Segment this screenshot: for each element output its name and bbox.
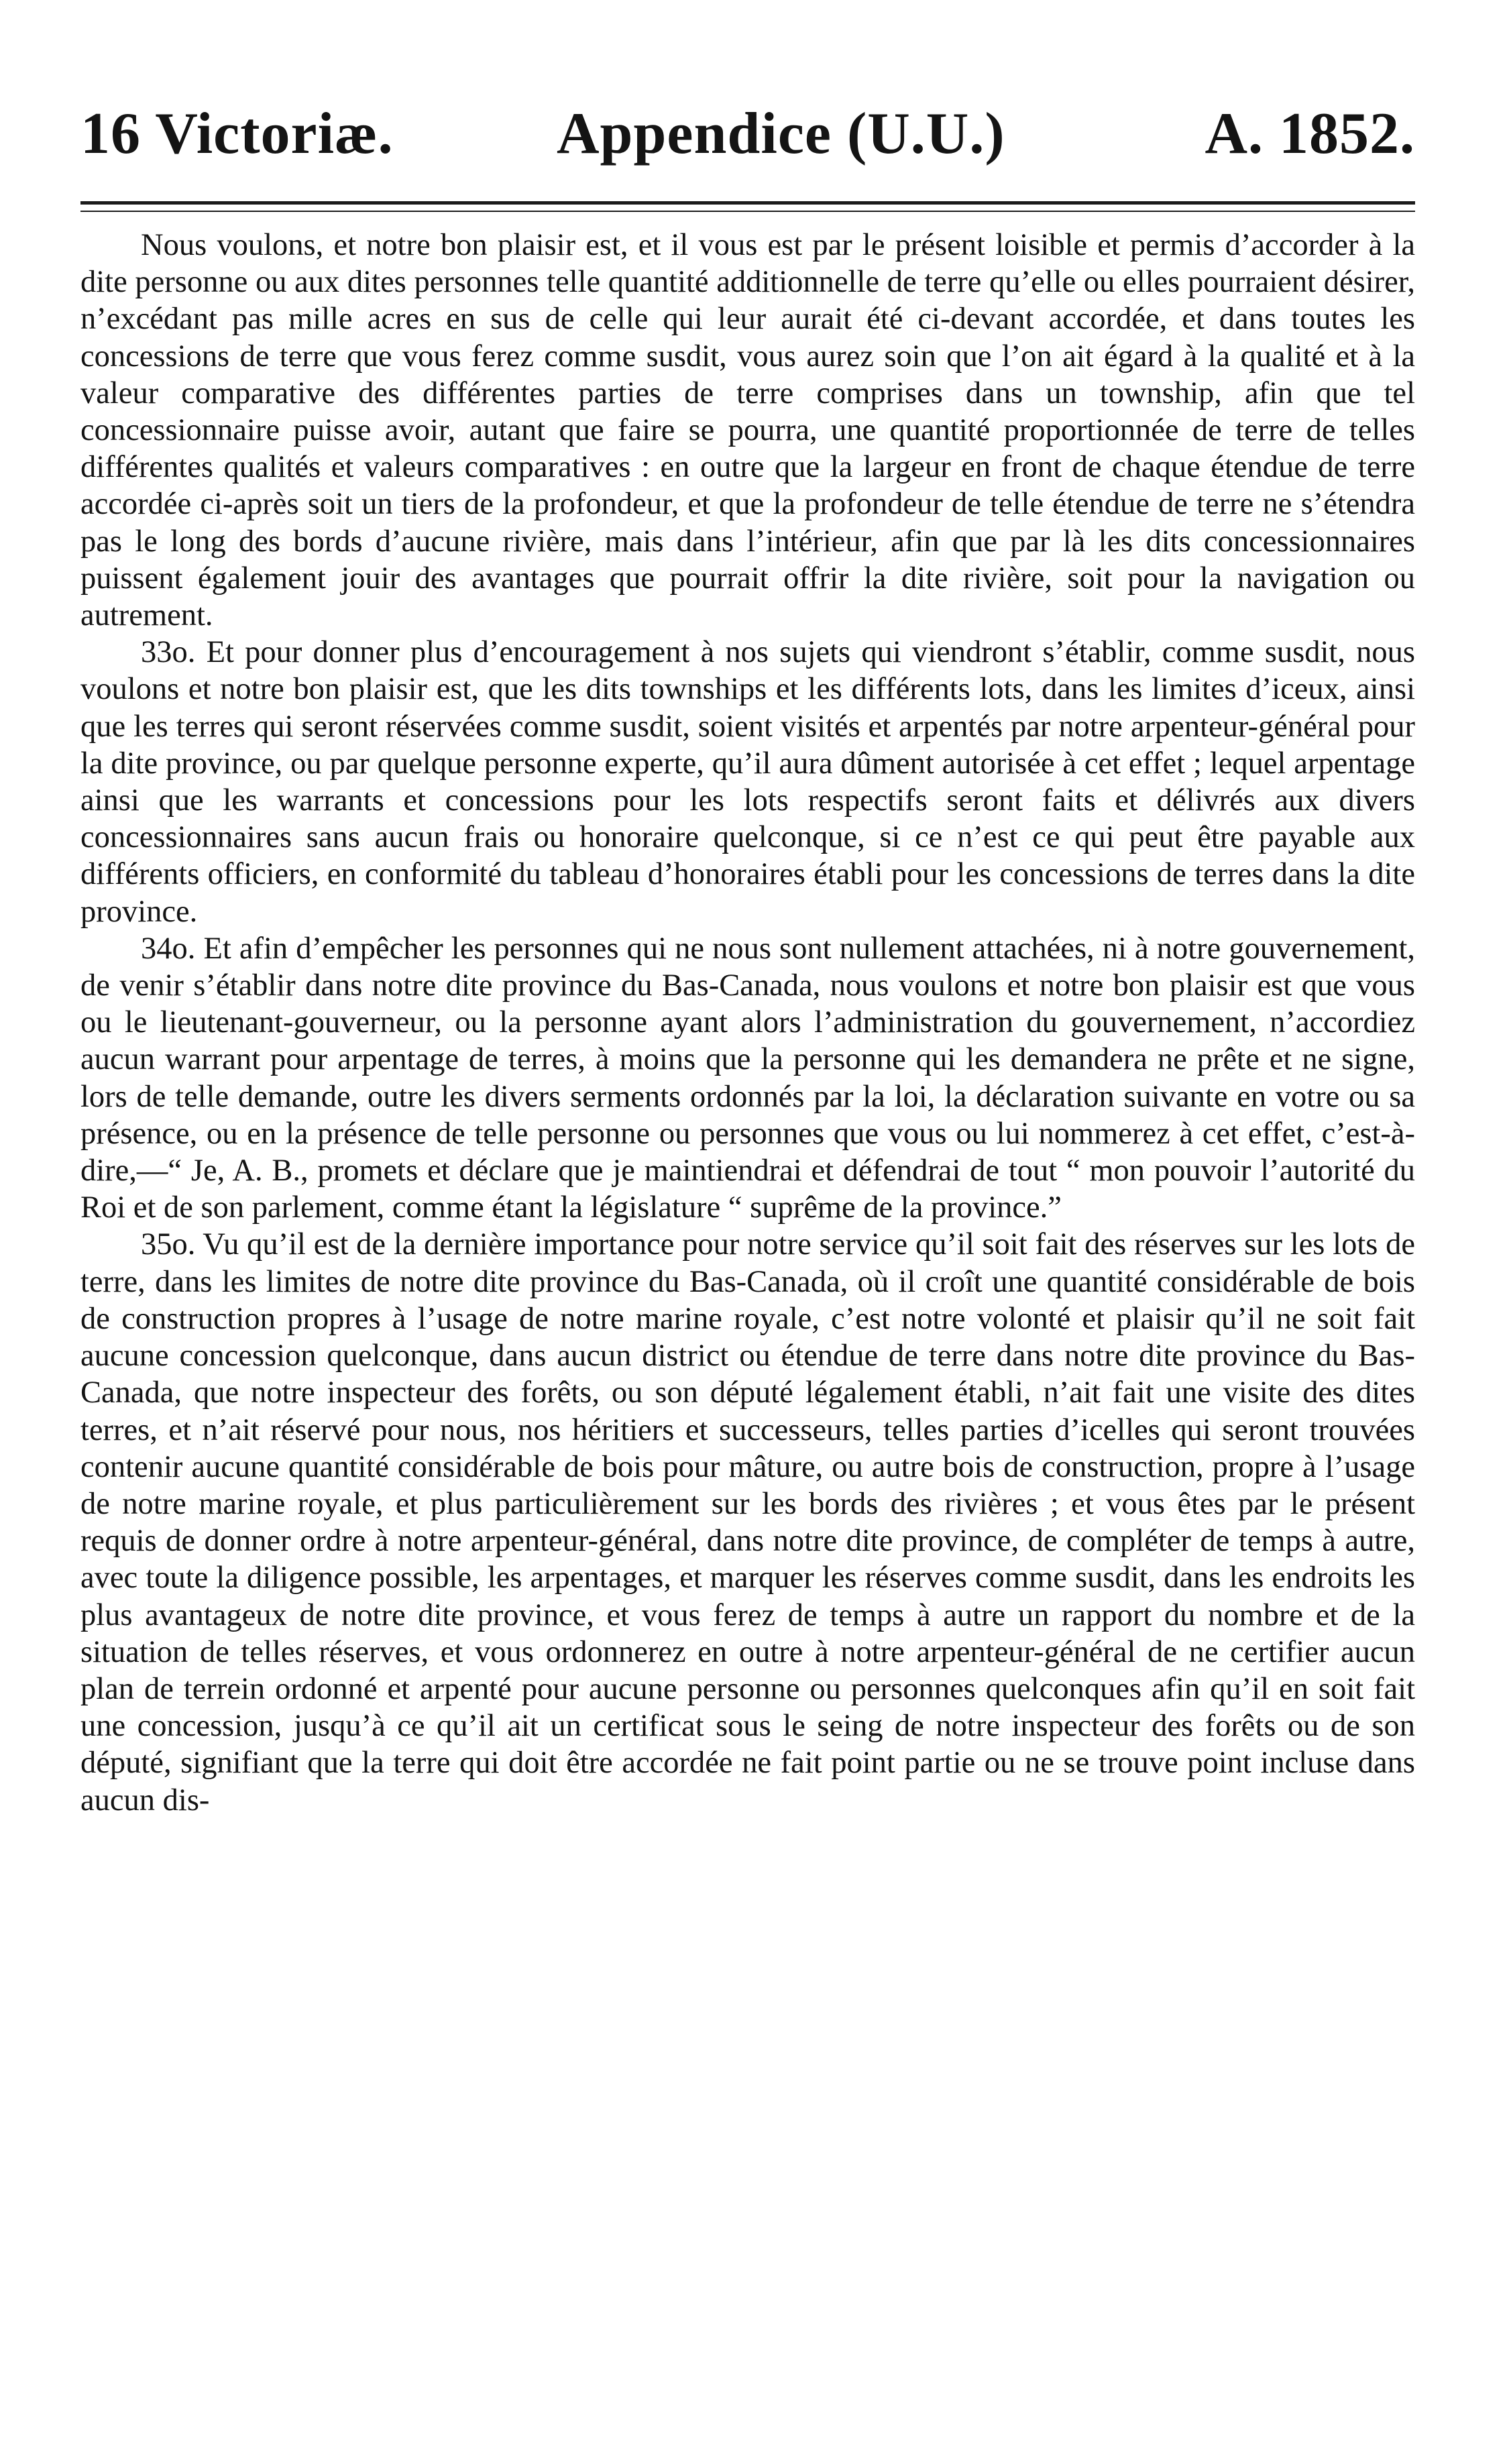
header-session: 16 Victoriæ.: [80, 101, 394, 166]
paragraph-article-34: 34o. Et afin d’empêcher les personnes qui ne nous sont nullement attachées, ni à notre gouvernement, de venir s’établir dans notre dite province du Bas-Canada, nous voulons et notre bon plaisir est que vous ou le lieutenant-gouverneur, ou la personne ayant alors l’administration du gouvernement, n’accordiez aucun warrant pour arpentage de terres, à moins que la personne qui les demandera ne prête et ne signe, lors de telle demande, outre les divers serments ordonnés par la loi, la déclaration suivante en votre ou sa présence, ou en la présence de telle personne ou personnes que vous ou lui nommerez à cet effet, c’est-à-dire,—“ Je, A. B., promets et déclare que je maintiendrai et défendrai de tout “ mon pouvoir l’autorité du Roi et de son parlement, comme étant la législature “ suprême de la province.”: [80, 931, 1415, 1225]
header-rule-thick: [80, 201, 1415, 205]
header-year: A. 1852.: [1205, 101, 1415, 166]
paragraph-article-35: 35o. Vu qu’il est de la dernière importance pour notre service qu’il soit fait des réserves sur les lots de terre, dans les limites de notre dite province du Bas-Canada, où il croît une quantité considérable de bois de construction propres à l’usage de notre marine royale, c’est notre volonté et plaisir qu’il ne soit fait aucune concession quelconque, dans aucun district ou étendue de terre dans notre dite province du Bas-Canada, que notre inspecteur des forêts, ou son député légalement établi, n’ait fait une visite des dites terres, et n’ait réservé pour nous, nos héritiers et successeurs, telles parties d’icelles qui seront trouvées contenir aucune quantité considérable de bois pour mâture, ou autre bois de construction, propre à l’usage de notre marine royale, et plus particulièrement sur les bords des rivières ; et vous êtes par le présent requis de donner ordre à notre arpenteur-général, dans notre dite province, de compléter de temps à autre, avec toute la diligence possible, les arpentages, et marquer les réserves comme susdit, dans les endroits les plus avantageux de notre dite province, et vous ferez de temps à autre un rapport du nombre et de la situation de telles réserves, et vous ordonnerez en outre à notre arpenteur-général de ne certifier aucun plan de terrein ordonné et arpenté pour aucune personne ou personnes quelconques afin qu’il en soit fait une concession, jusqu’à ce qu’il ait un certificat sous le seing de notre inspecteur des forêts ou de son député, signifiant que la terre qui doit être accordée ne fait point partie ou ne se trouve point incluse dans aucun dis-: [80, 1227, 1415, 1817]
paragraph-article-33: 33o. Et pour donner plus d’encouragement à nos sujets qui viendront s’établir, comme susdit, nous voulons et notre bon plaisir est, que les dits townships et les différents lots, dans les limites d’iceux, ainsi que les terres qui seront réservées comme susdit, soient visités et arpentés par notre arpenteur-général pour la dite province, ou par quelque personne experte, qu’il aura dûment autorisée à cet effet ; lequel arpentage ainsi que les warrants et concessions pour les lots respectifs seront faits et délivrés aux divers concessionnaires sans aucun frais ou honoraire quelconque, si ce n’est ce qui peut être payable aux différents officiers, en conformité du tableau d’honoraires établi pour les concessions de terres dans la dite province.: [80, 635, 1415, 929]
page-header: [80, 94, 1415, 174]
paragraph-1: Nous voulons, et notre bon plaisir est, et il vous est par le présent loisible et permis d’accorder à la dite personne ou aux dites personnes telle quantité additionnelle de terre qu’elle ou elles pourraient désirer, n’excédant pas mille acres en sus de celle qui leur aurait été ci-devant accordée, et dans toutes les concessions de terre que vous ferez comme susdit, vous aurez soin que l’on ait égard à la qualité et à la valeur comparative des différentes parties de terre comprises dans un township, afin que tel concessionnaire puisse avoir, autant que faire se pourra, une quantité proportionnée de terre de telles différentes qualités et valeurs comparatives : en outre que la largeur en front de chaque étendue de terre accordée ci-après soit un tiers de la profondeur, et que la profondeur de telle étendue de terre ne s’étendra pas le long des bords d’aucune rivière, mais dans l’intérieur, afin que par là les dits concessionnaires puissent également jouir des avantages que pourrait offrir la dite rivière, soit pour la navigation ou autrement.: [80, 228, 1415, 633]
header-rule-thin: [80, 211, 1415, 212]
header-appendix: Appendice (U.U.): [557, 101, 1005, 166]
document-body: [80, 227, 1415, 1819]
